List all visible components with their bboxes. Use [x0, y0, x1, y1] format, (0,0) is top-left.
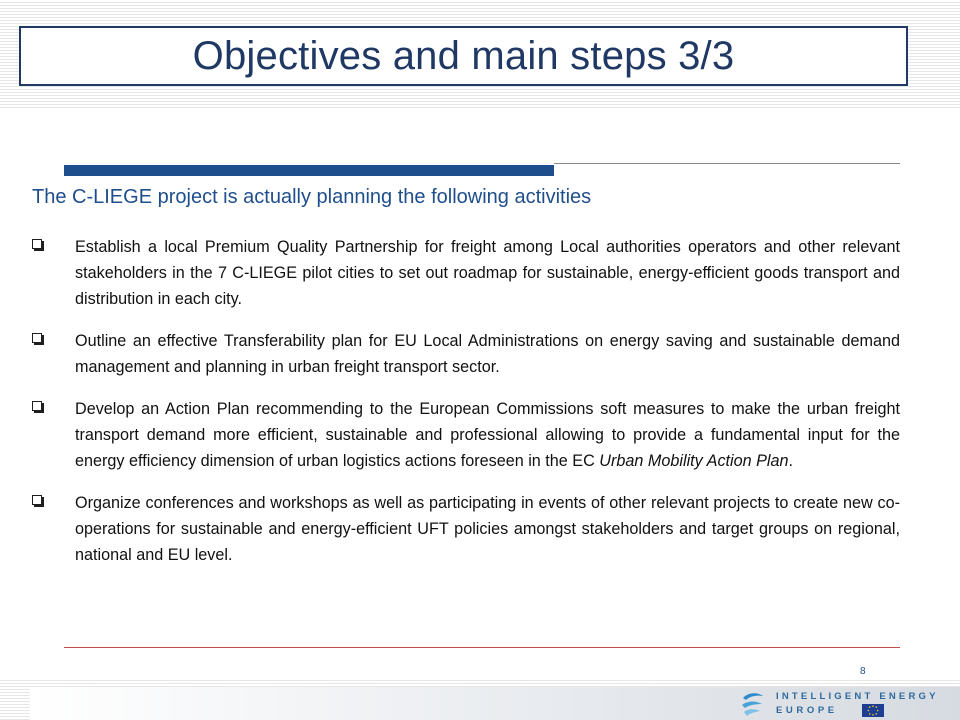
slide-title: Objectives and main steps 3/3: [192, 33, 735, 78]
bullet-text: [75, 396, 900, 474]
bullet-text: Organize conferences and workshops as well as participating in events of other relevant projects to create new co-operations for sustainable and energy-efficient UFT policies amongst stakeholders and target groups on regional, national and EU level.: [75, 494, 900, 564]
list-item: [32, 234, 900, 312]
logo-text-line2: EUROPE: [776, 705, 838, 716]
checkbox-bullet-icon: [32, 495, 42, 505]
bullet-text-end: .: [788, 452, 794, 470]
list-item: [32, 396, 900, 474]
list-item: [32, 328, 900, 380]
bullet-text-start: Develop an Action Plan recommending to the European Commissions soft measures to make the urban freight transport demand more efficient, sustainable and professional allowing to provide a fundamental input for the energy efficiency dimension of urban logistics actions foreseen in the EC: [75, 400, 900, 470]
header-divider: [554, 163, 900, 164]
title-box: [19, 26, 908, 86]
eu-flag-icon: [862, 704, 884, 717]
plan-title-italic: Urban Mobility Action Plan: [599, 452, 789, 470]
checkbox-bullet-icon: [32, 239, 42, 249]
bullet-text: Establish a local Premium Quality Partnership for freight among Local authorities operators and other relevant stakeholders in the 7 C-LIEGE pilot cities to set out roadmap for sustainable, energy-efficient goods transport and distribution in each city.: [75, 238, 900, 308]
accent-bar: [64, 165, 554, 176]
activity-list: [32, 234, 900, 584]
list-item: [32, 490, 900, 568]
slide-subtitle: The C-LIEGE project is actually planning the following activities: [32, 186, 592, 208]
intelligent-energy-europe-logo: [740, 690, 939, 718]
swirl-icon: [740, 690, 766, 718]
footer-divider: [64, 647, 900, 648]
logo-text-line1: INTELLIGENT ENERGY: [776, 691, 939, 702]
checkbox-bullet-icon: [32, 333, 42, 343]
bullet-text: Outline an effective Transferability plan for EU Local Administrations on energy saving and sustainable demand management and planning in urban freight transport sector.: [75, 332, 900, 376]
checkbox-bullet-icon: [32, 401, 42, 411]
page-number: 8: [860, 666, 866, 677]
